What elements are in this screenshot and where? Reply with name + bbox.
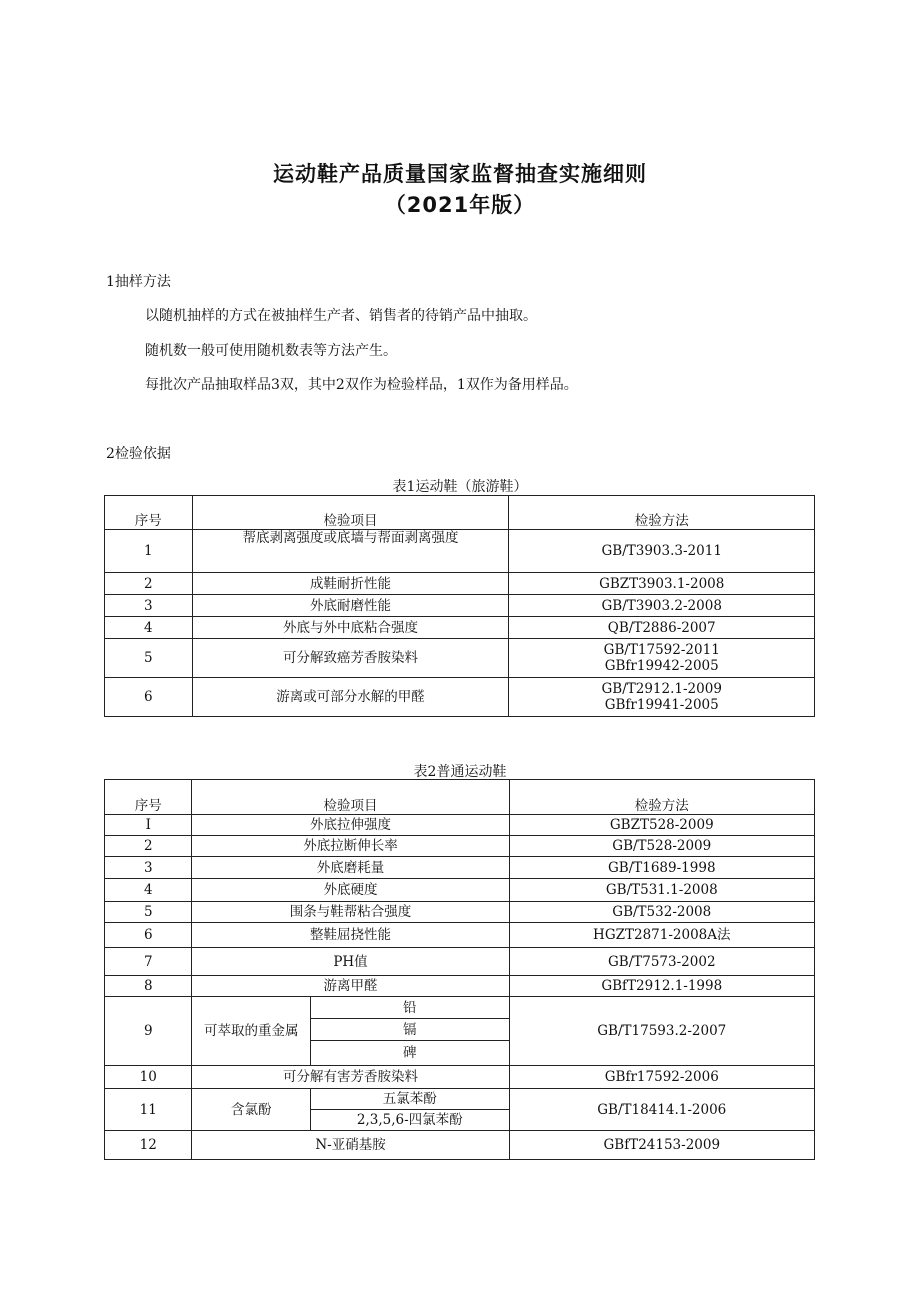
document-title: 运动鞋产品质量国家监督抽查实施细则 xyxy=(273,162,647,186)
row-item: PH值 xyxy=(192,948,509,976)
row-item: 游离或可部分水解的甲醛 xyxy=(192,678,509,717)
table-row xyxy=(105,678,815,717)
sub-item-lead: 铅 xyxy=(311,997,510,1019)
row-item: 整鞋屈挠性能 xyxy=(192,923,509,948)
row-item: 可分解致癌芳香胺染料 xyxy=(192,639,509,678)
header-method: 检验方法 xyxy=(509,780,814,815)
table-row xyxy=(105,617,815,639)
section-heading-sampling: 1抽样方法 xyxy=(106,274,171,290)
row-method: QB/T2886-2007 xyxy=(509,617,815,639)
table-row xyxy=(105,948,815,976)
row-item: 可萃取的重金属 xyxy=(192,997,311,1066)
header-method: 检验方法 xyxy=(509,496,815,530)
row-item: 外底硬度 xyxy=(192,879,509,902)
method-line: GB/T17592-2011 xyxy=(603,642,720,658)
row-no: I xyxy=(105,815,192,836)
row-no: 12 xyxy=(105,1131,192,1160)
paragraph: 每批次产品抽取样品3双，其中2双作为检验样品，1双作为备用样品。 xyxy=(145,377,578,393)
row-no: 5 xyxy=(105,902,192,923)
sub-item-arsenic: 碑 xyxy=(311,1041,510,1066)
inspection-table-2 xyxy=(104,779,815,1160)
row-no: 1 xyxy=(105,530,193,573)
table-row xyxy=(105,879,815,902)
table-row xyxy=(105,573,815,595)
row-method: GB/T3903.3-2011 xyxy=(509,530,815,573)
row-item: 外底磨耗量 xyxy=(192,857,509,879)
section-heading-basis: 2检验依据 xyxy=(106,446,171,462)
header-item: 检验项目 xyxy=(192,780,509,815)
row-no: 6 xyxy=(105,923,192,948)
method-line: GB/T2912.1-2009 xyxy=(601,681,722,697)
row-no: 6 xyxy=(105,678,193,717)
row-item: 游离甲醛 xyxy=(192,976,509,997)
row-method: GB/T531.1-2008 xyxy=(509,879,814,902)
row-method: GB/T7573-2002 xyxy=(509,948,814,976)
table1-caption: 表1运动鞋（旅游鞋） xyxy=(392,479,528,495)
row-method: GB/T17593.2-2007 xyxy=(509,997,814,1066)
table-row xyxy=(105,836,815,857)
document-subtitle: （2021年版） xyxy=(384,193,536,217)
row-method: GB/T18414.1-2006 xyxy=(509,1089,814,1131)
table-row xyxy=(105,1131,815,1160)
row-no: 8 xyxy=(105,976,192,997)
table-row xyxy=(105,595,815,617)
row-item: 可分解有害芳香胺染料 xyxy=(192,1066,509,1089)
table-row xyxy=(105,1089,815,1110)
table-row xyxy=(105,976,815,997)
row-no: 11 xyxy=(105,1089,192,1131)
row-item: 外底耐磨性能 xyxy=(192,595,509,617)
table-row xyxy=(105,530,815,573)
row-no: 10 xyxy=(105,1066,192,1089)
row-no: 5 xyxy=(105,639,193,678)
row-method: GBfr17592-2006 xyxy=(509,1066,814,1089)
table-row xyxy=(105,815,815,836)
row-no: 4 xyxy=(105,617,193,639)
table-row xyxy=(105,1066,815,1089)
row-no: 4 xyxy=(105,879,192,902)
table-row xyxy=(105,997,815,1019)
header-no: 序号 xyxy=(105,496,193,530)
row-item: 围条与鞋帮粘合强度 xyxy=(192,902,509,923)
row-method: GB/T532-2008 xyxy=(509,902,814,923)
row-method: GBfT2912.1-1998 xyxy=(509,976,814,997)
row-method: HGZT2871-2008A法 xyxy=(509,923,814,948)
row-no: 3 xyxy=(105,595,193,617)
table-row xyxy=(105,923,815,948)
paragraph: 随机数一般可使用随机数表等方法产生。 xyxy=(145,343,397,359)
row-item: 外底拉伸强度 xyxy=(192,815,509,836)
header-item: 检验项目 xyxy=(192,496,509,530)
row-method xyxy=(509,639,815,678)
row-item: 成鞋耐折性能 xyxy=(192,573,509,595)
table-row xyxy=(105,857,815,879)
row-method: GB/T1689-1998 xyxy=(509,857,814,879)
row-item: 外底拉断伸长率 xyxy=(192,836,509,857)
table2-caption: 表2普通运动鞋 xyxy=(413,764,507,780)
method-line: GBfr19941-2005 xyxy=(604,697,719,713)
row-no: 2 xyxy=(105,836,192,857)
row-item: 帮底剥离强度或底墙与帮面剥离强度 xyxy=(192,530,509,573)
row-method: GBZT3903.1-2008 xyxy=(509,573,815,595)
row-method: GB/T528-2009 xyxy=(509,836,814,857)
method-line: GBfr19942-2005 xyxy=(604,658,719,674)
table-row xyxy=(105,639,815,678)
row-method xyxy=(509,678,815,717)
row-no: 2 xyxy=(105,573,193,595)
sub-item-cadmium: 镉 xyxy=(311,1019,510,1041)
sub-item-pcp: 五氯苯酚 xyxy=(311,1089,510,1110)
sub-item-tecp: 2,3,5,6-四氯苯酚 xyxy=(311,1110,510,1131)
row-item: N-亚硝基胺 xyxy=(192,1131,509,1160)
row-no: 9 xyxy=(105,997,192,1066)
row-method: GBfT24153-2009 xyxy=(509,1131,814,1160)
table-row xyxy=(105,902,815,923)
row-no: 3 xyxy=(105,857,192,879)
paragraph: 以随机抽样的方式在被抽样生产者、销售者的待销产品中抽取。 xyxy=(145,308,537,324)
row-method: GB/T3903.2-2008 xyxy=(509,595,815,617)
row-method: GBZT528-2009 xyxy=(509,815,814,836)
row-item: 外底与外中底粘合强度 xyxy=(192,617,509,639)
header-no: 序号 xyxy=(105,780,192,815)
row-item: 含氯酚 xyxy=(192,1089,311,1131)
row-no: 7 xyxy=(105,948,192,976)
inspection-table-1 xyxy=(104,495,815,717)
